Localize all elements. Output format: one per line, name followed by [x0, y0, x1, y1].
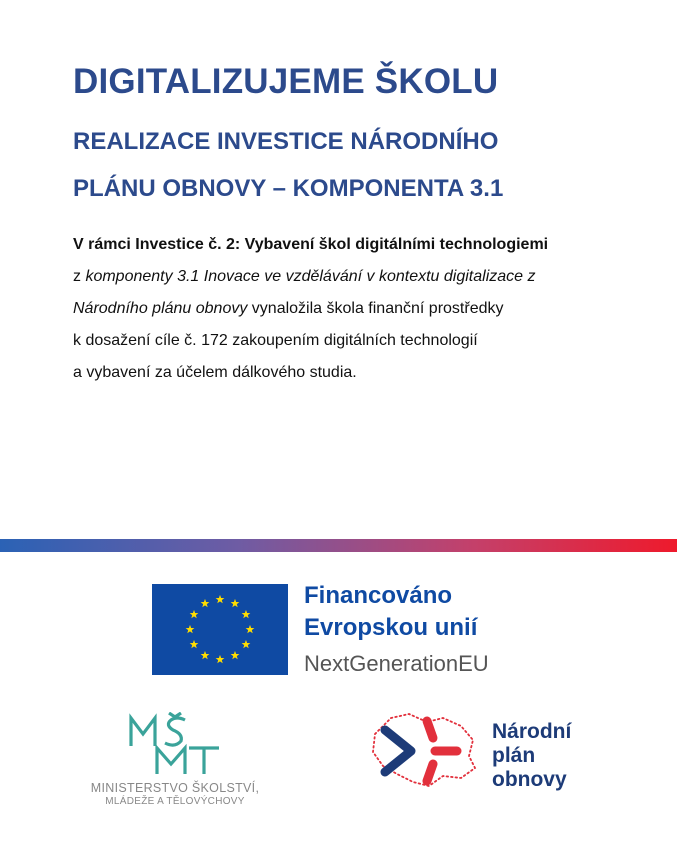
- eu-star: [216, 655, 225, 663]
- eu-star: [216, 595, 225, 603]
- eu-star: [201, 599, 210, 607]
- subtitle-line-2: PLÁNU OBNOVY – KOMPONENTA 3.1: [73, 175, 504, 202]
- body-line-3: [73, 293, 663, 325]
- eu-star: [201, 651, 210, 659]
- eu-stars: [152, 584, 288, 675]
- eu-star: [246, 625, 255, 633]
- eu-funded-line-1: Financováno: [304, 582, 453, 609]
- page-title: DIGITALIZUJEME ŠKOLU: [73, 62, 499, 101]
- npo-name-line-1: Národní: [492, 720, 572, 743]
- body-line-4: k dosažení cíle č. 172 zakoupením digitálních technologií: [73, 332, 478, 349]
- eu-funded-line-2: Evropskou unií: [304, 614, 478, 641]
- eu-star: [231, 599, 240, 607]
- body-text: [73, 229, 663, 389]
- body-line-3-rest: vynaložila škola finanční prostředky: [247, 300, 504, 317]
- eu-flag-icon: [152, 584, 288, 675]
- subtitle-line-1: REALIZACE INVESTICE NÁRODNÍHO: [73, 128, 499, 155]
- eu-star: [186, 625, 195, 633]
- eu-star: [231, 651, 240, 659]
- body-line-2-prefix: z: [73, 268, 86, 285]
- eu-star: [190, 610, 199, 618]
- body-line-2: [73, 261, 663, 293]
- body-line-2-italic: komponenty 3.1 Inovace ve vzdělávání v kontextu digitalizace z: [85, 268, 536, 285]
- body-line-5: a vybavení za účelem dálkového studia.: [73, 364, 357, 381]
- eu-star: [242, 640, 251, 648]
- msmt-name-line-2: MLÁDEŽE A TĚLOVÝCHOVY: [105, 796, 245, 807]
- npo-name-line-2: plán: [492, 744, 536, 767]
- npo-logo-icon: [369, 704, 479, 799]
- gradient-divider: [0, 539, 677, 552]
- npo-name-line-3: obnovy: [492, 768, 567, 791]
- msmt-logo-icon: [127, 712, 223, 778]
- eu-star: [242, 610, 251, 618]
- msmt-name-line-1: MINISTERSTVO ŠKOLSTVÍ,: [90, 781, 260, 795]
- body-line-1: V rámci Investice č. 2: Vybavení škol digitálními technologiemi: [73, 236, 549, 253]
- eu-star: [190, 640, 199, 648]
- eu-program-name: NextGenerationEU: [304, 651, 489, 676]
- body-line-3-italic: Národního plánu obnovy: [73, 300, 248, 317]
